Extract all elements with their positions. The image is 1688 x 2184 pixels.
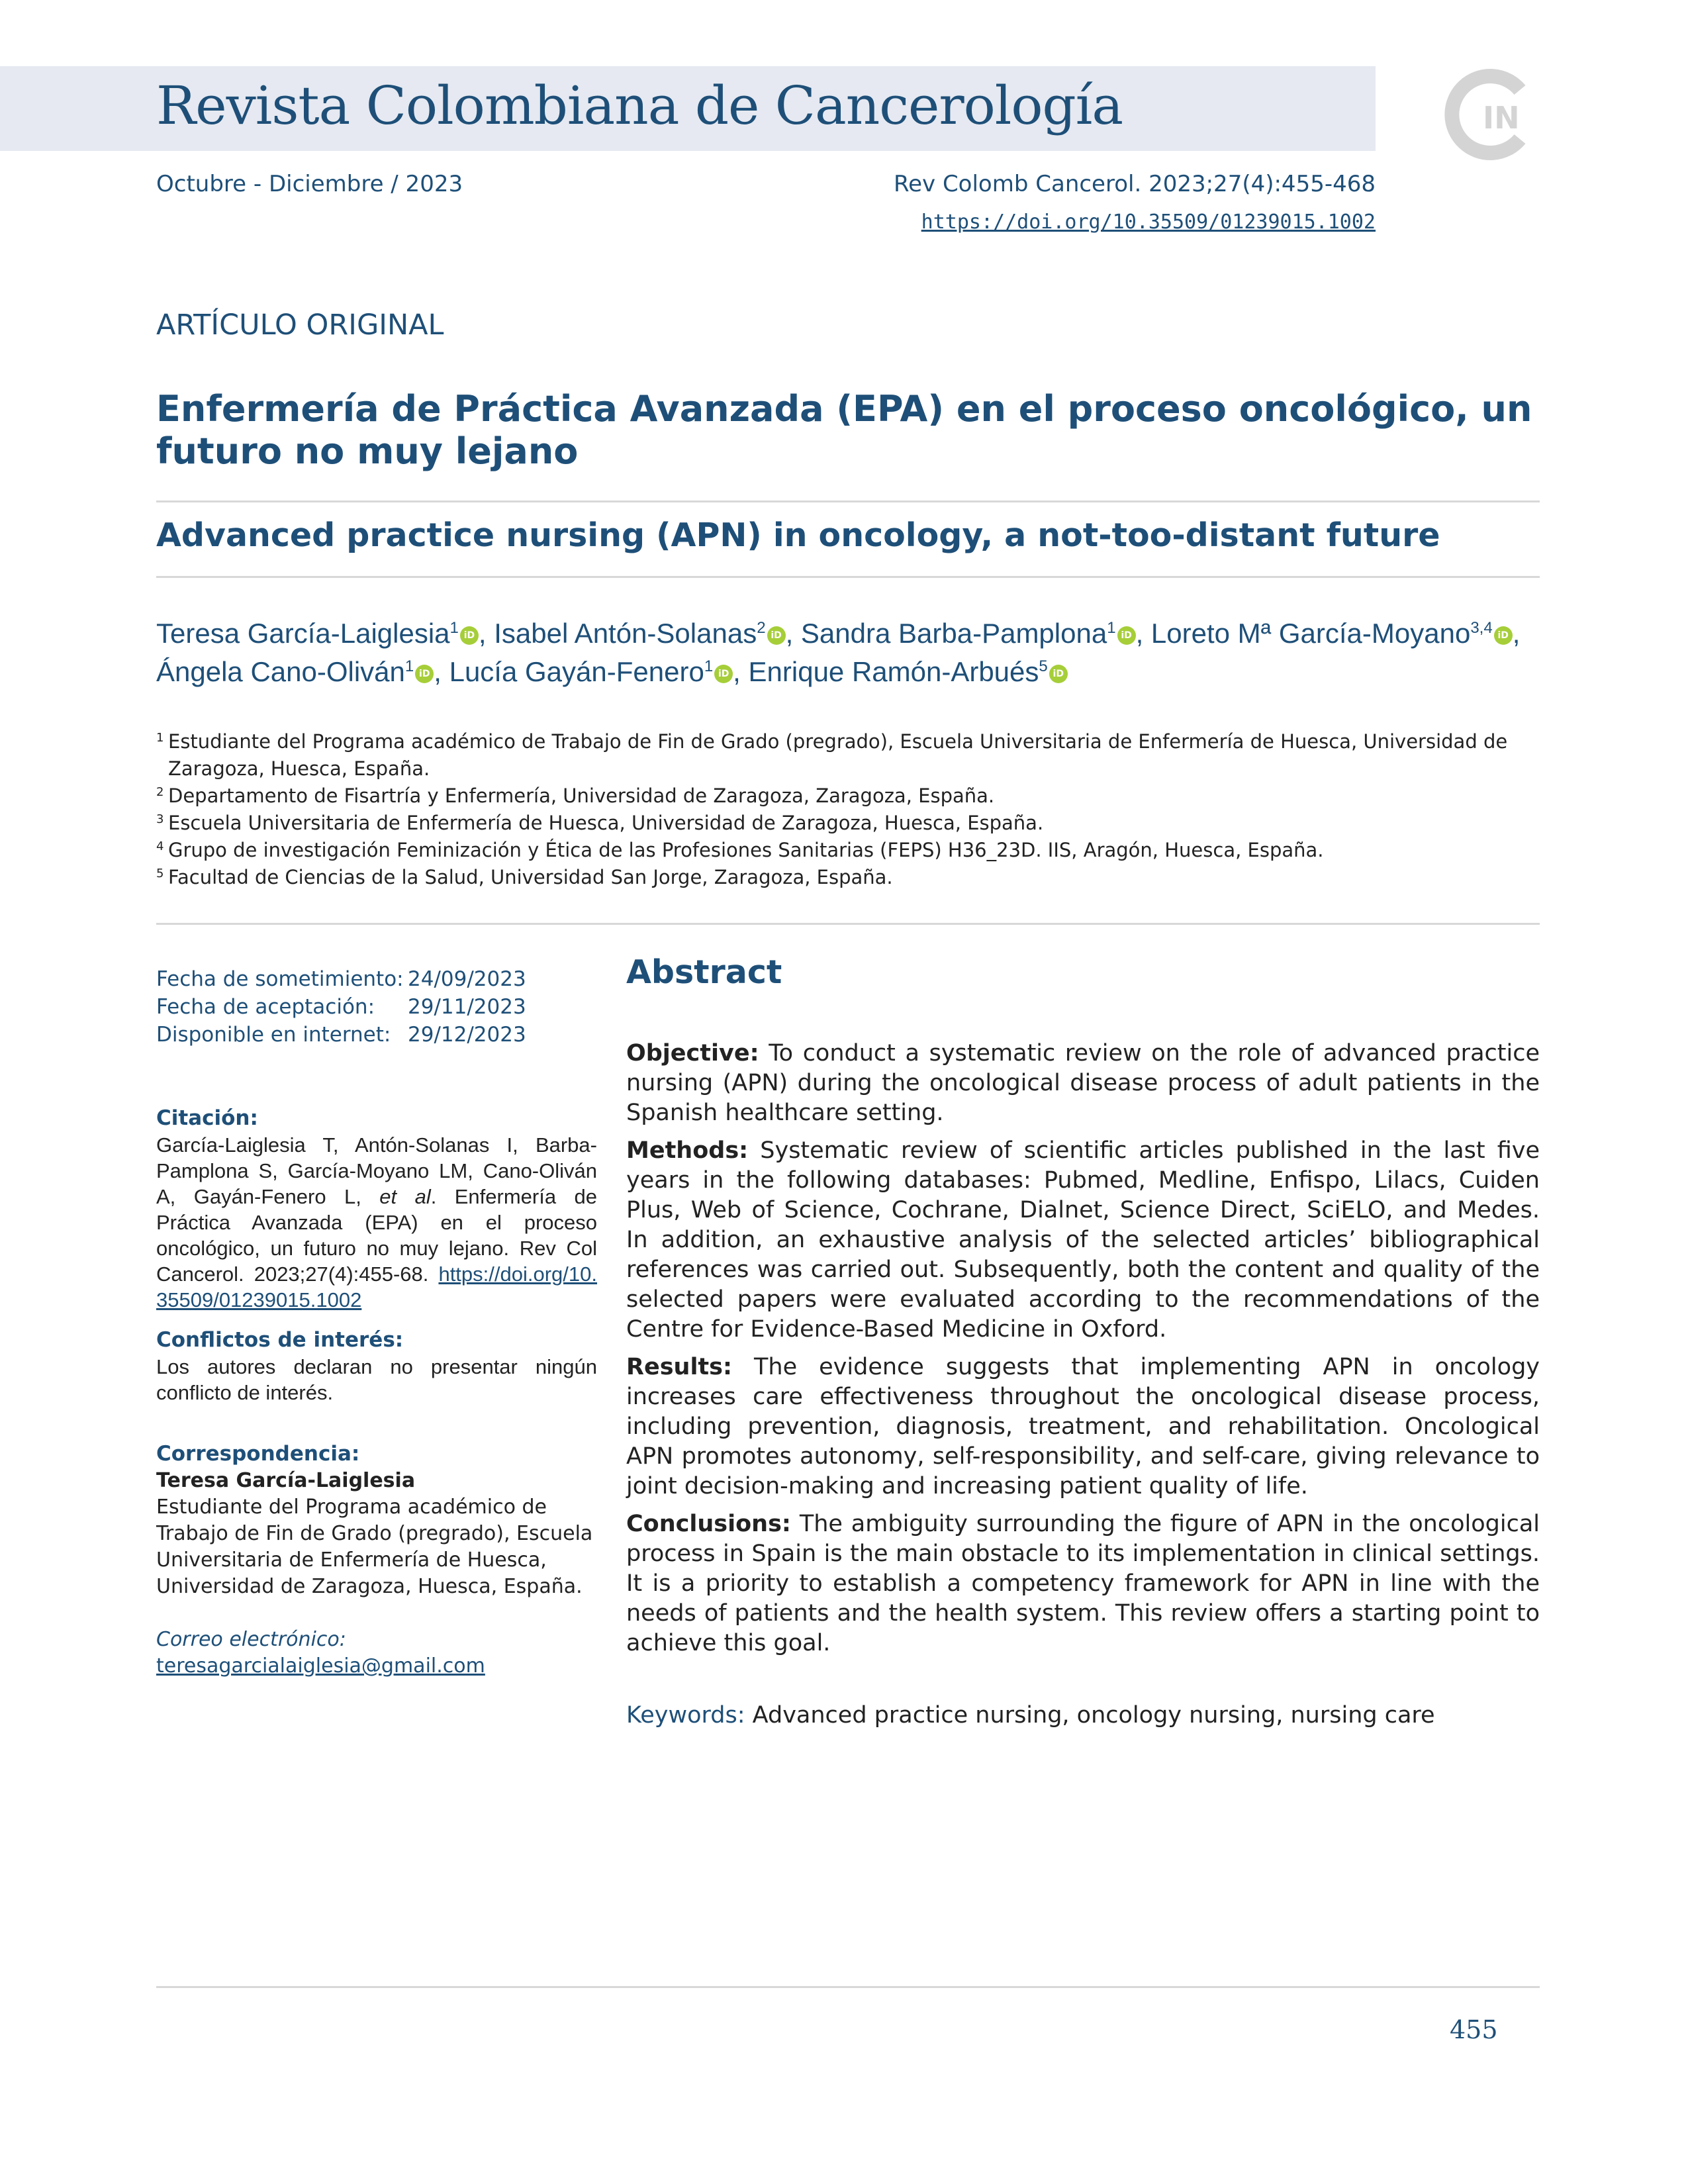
divider: [156, 576, 1540, 578]
citation-text: García-Laiglesia T, Antón-Solanas I, Barba-Pamplona S, García-Moyano LM, Cano-Oliván A, Gayán-Fenero L, et al. Enfermería de Práctica Avanzada (EPA) en el proceso oncológico, un futuro no muy lejano. Rev Col Cancerol. 2023;27(4):455-68. https://doi.org/10.35509/01239015.1002: [156, 1133, 597, 1311]
date-row: Disponible en internet: 29/12/2023: [156, 1023, 526, 1047]
divider: [156, 923, 1540, 925]
affiliation-item: 1 Estudiante del Programa académico de Trabajo de Fin de Grado (pregrado), Escuela Universitaria de Enfermería de Huesca, Universidad de Zaragoza, Huesca, España.: [156, 730, 1508, 780]
abstract-conclusions: Conclusions: The ambiguity surrounding the figure of APN in the oncological process in Spain is the main obstacle to its implementation in clinical settings. It is a priority to establish a competency framework for APN in line with the needs of patients and the health system. This review offers a starting point to achieve this goal.: [626, 1511, 1540, 1656]
abstract-section: [626, 953, 1540, 1731]
affiliation-item: 5 Facultad de Ciencias de la Salud, Universidad San Jorge, Zaragoza, España.: [156, 866, 893, 888]
citation-doi-link[interactable]: https://doi.org/10.35509/01239015.1002: [156, 1262, 597, 1311]
email-link[interactable]: teresagarcialaiglesia@gmail.com: [156, 1654, 485, 1678]
author: Loreto Mª García-Moyano$^{3,4}$ iD ,: [1150, 618, 1521, 649]
date-row: Fecha de sometimiento: 24/09/2023: [156, 967, 526, 991]
affiliation-item: 2 Departamento de Fisartría y Enfermería, Universidad de Zaragoza, Zaragoza, España.: [156, 784, 995, 807]
correspondence-name: Teresa García-Laiglesia: [156, 1469, 416, 1492]
affiliations: [156, 728, 1553, 891]
email-label: Correo electrónico:: [156, 1628, 346, 1651]
orcid-icon[interactable]: iD: [1494, 626, 1513, 645]
affiliation-item: 3 Escuela Universitaria de Enfermería de Huesca, Universidad de Zaragoza, Huesca, España.: [156, 812, 1044, 834]
conflicts-text: Los autores declaran no presentar ningún conflicto de interés.: [156, 1355, 597, 1404]
orcid-icon[interactable]: iD: [415, 665, 434, 683]
author: Enrique Ramón-Arbués$^5$ iD: [749, 656, 1068, 687]
dates-block: [156, 965, 597, 1049]
affiliation-item: 4 Grupo de investigación Feminización y Ética de las Profesiones Sanitarias (FEPS) H36_23D. IIS, Aragón, Huesca, España.: [156, 839, 1324, 861]
journal-logo-icon: [1442, 65, 1541, 164]
abstract-title: Abstract: [626, 953, 782, 991]
page-number: 455: [1450, 2015, 1498, 2044]
orcid-icon[interactable]: iD: [1117, 626, 1136, 645]
orcid-icon[interactable]: iD: [460, 626, 479, 645]
orcid-icon[interactable]: iD: [714, 665, 733, 683]
article-info-sidebar: [156, 965, 597, 1680]
article-title-en: Advanced practice nursing (APN) in oncology, a not-too-distant future: [156, 516, 1440, 554]
date-row: Fecha de aceptación: 29/11/2023: [156, 995, 526, 1019]
correspondence-address: Estudiante del Programa académico de Trabajo de Fin de Grado (pregrado), Escuela Universitaria de Enfermería de Huesca, Universidad de Zaragoza, Huesca, España.: [156, 1496, 593, 1598]
author: Teresa García-Laiglesia$^1$ iD ,: [156, 618, 487, 649]
doi-link[interactable]: https://doi.org/10.35509/01239015.1002: [921, 211, 1376, 234]
abstract-results: Results: The evidence suggests that implementing APN in oncology increases care effectiveness throughout the oncological disease process, including prevention, diagnosis, treatment, and rehabilitation. Oncological APN promotes autonomy, self-responsibility, and self-care, giving relevance to joint decision-making and increasing patient quality of life.: [626, 1354, 1540, 1499]
journal-title: Revista Colombiana de Cancerología: [156, 75, 1123, 136]
orcid-icon[interactable]: iD: [767, 626, 786, 645]
logo-letters: IN: [1483, 100, 1520, 136]
author: Lucía Gayán-Fenero$^1$ iD ,: [449, 656, 741, 687]
author: Sandra Barba-Pamplona$^1$ iD ,: [800, 618, 1144, 649]
footer-divider: [156, 1986, 1540, 1988]
author: Ángela Cano-Oliván$^1$ iD ,: [156, 656, 442, 687]
citation-short: Rev Colomb Cancerol. 2023;27(4):455-468: [894, 171, 1376, 197]
divider: [156, 500, 1540, 502]
keywords: Keywords: Advanced practice nursing, oncology nursing, nursing care: [626, 1702, 1435, 1729]
abstract-methods: Methods: Systematic review of scientific articles published in the last five years in the following databases: Pubmed, Medline, Enfispo, Lilacs, Cuiden Plus, Web of Science, Cochrane, Dialnet, Science Direct, SciELO, and Medes. In addition, an exhaustive analysis of the selected articles’ bibliographical references was carried out. Subsequently, both the content and quality of the selected papers were evaluated according to the recommendations of the Centre for Evidence-Based Medicine in Oxford.: [626, 1137, 1540, 1343]
article-title-es: Enfermería de Práctica Avanzada (EPA) en el proceso oncológico, un futuro no muy lejano: [156, 388, 1532, 472]
correspondence-heading: Correspondencia:: [156, 1442, 360, 1466]
article-type: ARTÍCULO ORIGINAL: [156, 309, 444, 342]
author-list: [156, 614, 1546, 691]
conflicts-heading: Conflictos de interés:: [156, 1328, 404, 1352]
abstract-objective: Objective: To conduct a systematic review on the role of advanced practice nursing (APN) during the oncological disease process of adult patients in the Spanish healthcare setting.: [626, 1040, 1540, 1126]
author: Isabel Antón-Solanas$^2$ iD ,: [494, 618, 794, 649]
issue-period: Octubre - Diciembre / 2023: [156, 171, 463, 197]
citation-heading: Citación:: [156, 1106, 258, 1130]
orcid-icon[interactable]: iD: [1049, 665, 1068, 683]
